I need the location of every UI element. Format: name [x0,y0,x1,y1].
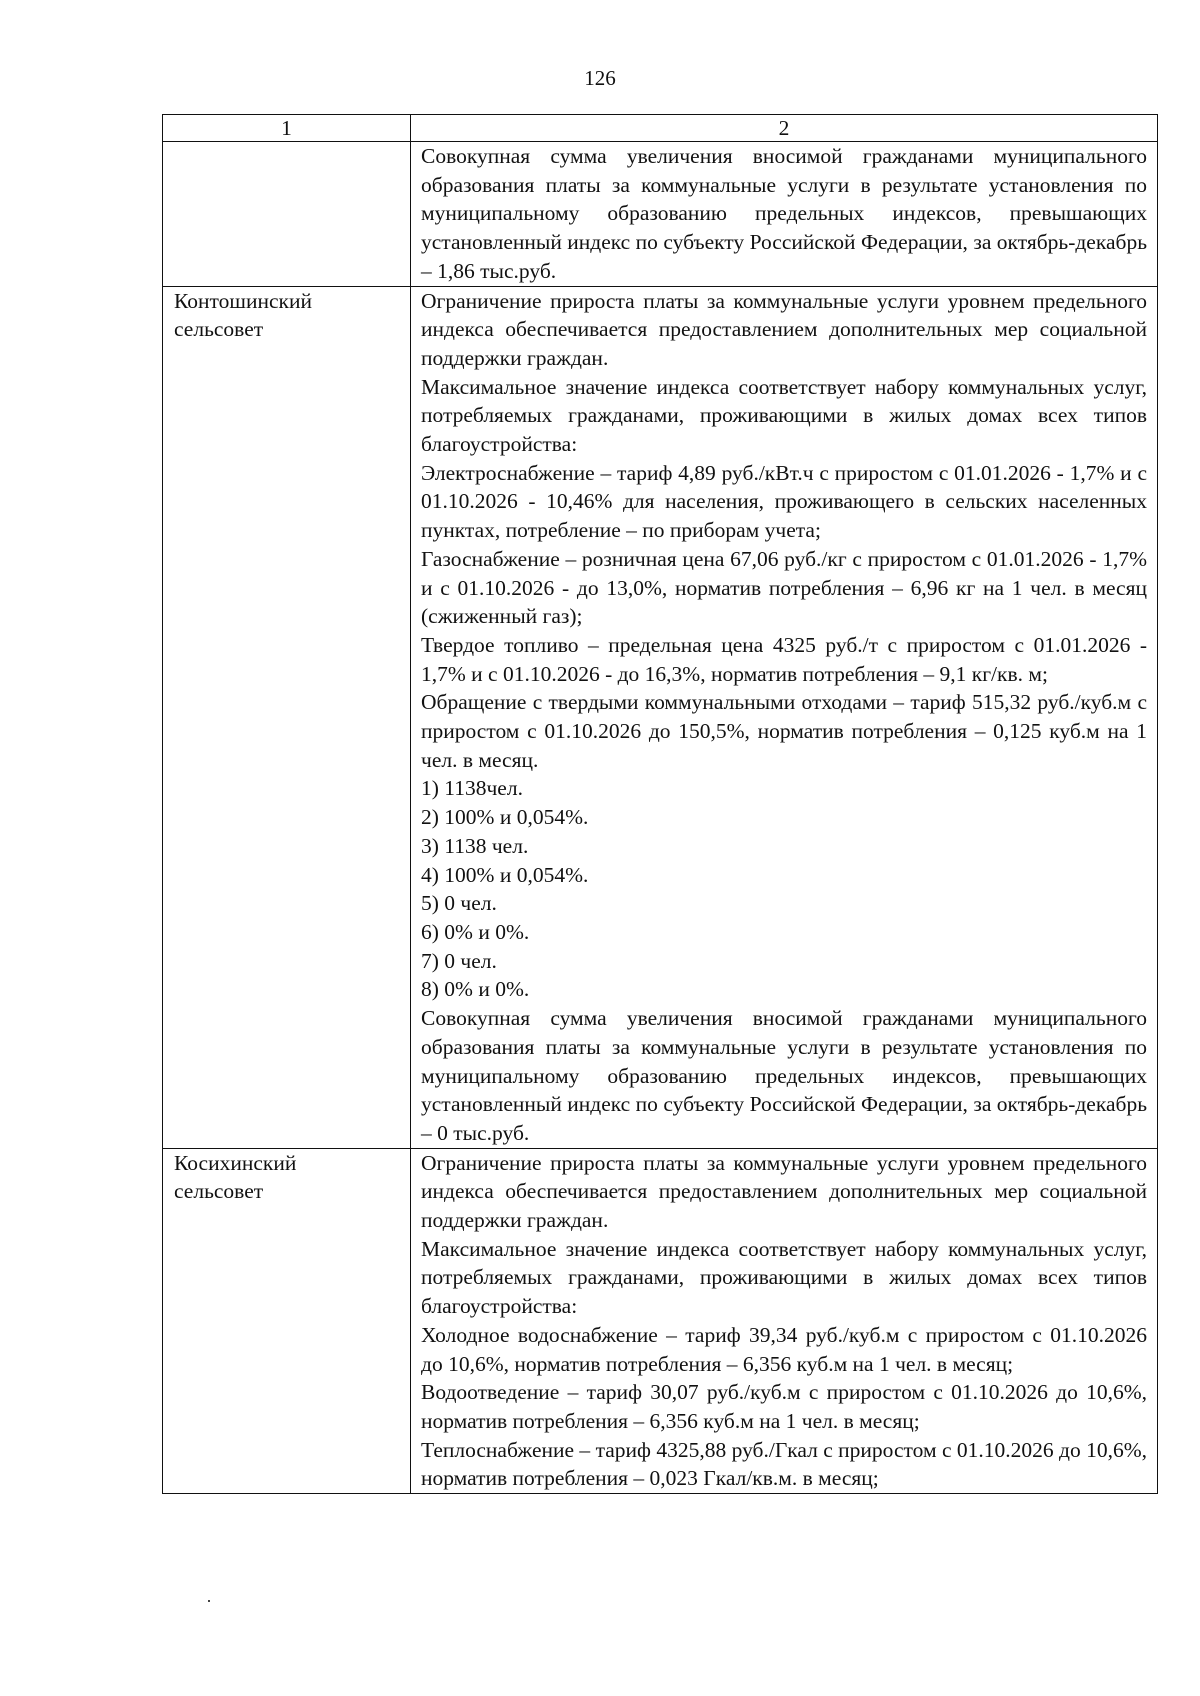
summary-paragraph: Совокупная сумма увеличения вносимой гражданами муниципального образования платы за коммунальные услуги в результате установления по муниципальному образованию предельных индексов, превышающих установленный индекс по субъекту Российской Федерации, за октябрь-декабрь – 0 тыс.руб. [421,1006,1147,1145]
scan-speck [208,1600,210,1602]
summary-paragraph: Совокупная сумма увеличения вносимой гражданами муниципального образования платы за коммунальные услуги в результате установления по муниципальному образованию предельных индексов, превышающих установленный индекс по субъекту Российской Федерации, за октябрь-декабрь – 1,86 тыс.руб. [421,144,1147,283]
table-row [163,1148,1158,1493]
list-item: 4) 100% и 0,054%. [421,862,589,887]
max-index-paragraph: Максимальное значение индекса соответствует набору коммунальных услуг, потребляемых гражданами, проживающими в жилых домах всех типов благоустройства: [421,1236,1147,1319]
list-item: 3) 1138 чел. [421,833,529,858]
solid-fuel-paragraph: Твердое топливо – предельная цена 4325 руб./т с приростом с 01.01.2026 - 1,7% и с 01.10.2026 - до 16,3%, норматив потребления – 9,1 кг/кв. м; [421,632,1147,686]
description-cell [411,142,1158,287]
list-item: 5) 0 чел. [421,891,497,916]
page-number: 126 [584,66,616,90]
municipality-type-line: сельсовет [174,317,264,342]
cold-water-paragraph: Холодное водоснабжение – тариф 39,34 руб./куб.м с приростом с 01.10.2026 до 10,6%, норматив потребления – 6,356 куб.м на 1 чел. в месяц; [421,1322,1147,1376]
list-item: 8) 0% и 0%. [421,977,530,1002]
municipality-name-cell [163,1148,411,1493]
municipality-name-cell-empty [163,142,411,287]
max-index-paragraph: Максимальное значение индекса соответствует набору коммунальных услуг, потребляемых гражданами, проживающими в жилых домах всех типов благоустройства: [421,374,1147,457]
list-item: 7) 0 чел. [421,948,497,973]
table-header-row [163,115,1158,142]
list-item: 2) 100% и 0,054%. [421,805,589,830]
description-cell [411,1148,1158,1493]
waste-paragraph: Обращение с твердыми коммунальными отходами – тариф 515,32 руб./куб.м с приростом с 01.10.2026 до 150,5%, норматив потребления – 0,125 куб.м на 1 чел. в месяц. [421,690,1147,772]
table-row [163,142,1158,287]
limitation-paragraph: Ограничение прироста платы за коммунальные услуги уровнем предельного индекса обеспечивается предоставлением дополнительных мер социальной поддержки граждан. [421,288,1147,370]
municipal-index-table [162,114,1158,1494]
municipality-name-line: Косихинский [174,1150,297,1175]
table-row [163,286,1158,1148]
municipality-name-cell [163,286,411,1148]
electricity-paragraph: Электроснабжение – тариф 4,89 руб./кВт.ч с приростом с 01.01.2026 - 1,7% и с 01.10.2026 - 10,46% для населения, проживающего в сельских населенных пунктах, потребление – по приборам учета; [421,460,1147,543]
list-item: 6) 0% и 0%. [421,919,530,944]
column-header-1: 1 [163,115,411,142]
list-item: 1) 1138чел. [421,776,523,801]
gas-paragraph: Газоснабжение – розничная цена 67,06 руб./кг с приростом с 01.01.2026 - 1,7% и с 01.10.2026 - до 13,0%, норматив потребления – 6,96 кг на 1 чел. в месяц (сжиженный газ); [421,546,1147,629]
description-cell [411,286,1158,1148]
limitation-paragraph: Ограничение прироста платы за коммунальные услуги уровнем предельного индекса обеспечивается предоставлением дополнительных мер социальной поддержки граждан. [421,1150,1147,1233]
wastewater-paragraph: Водоотведение – тариф 30,07 руб./куб.м с приростом с 01.10.2026 до 10,6%, норматив потребления – 6,356 куб.м на 1 чел. в месяц; [421,1380,1147,1433]
heating-paragraph: Теплоснабжение – тариф 4325,88 руб./Гкал с приростом с 01.10.2026 до 10,6%, норматив потребления – 0,023 Гкал/кв.м. в месяц; [421,1437,1147,1491]
column-header-2: 2 [411,115,1158,142]
municipality-type-line: сельсовет [174,1179,264,1204]
municipality-name-line: Контошинский [174,288,312,313]
